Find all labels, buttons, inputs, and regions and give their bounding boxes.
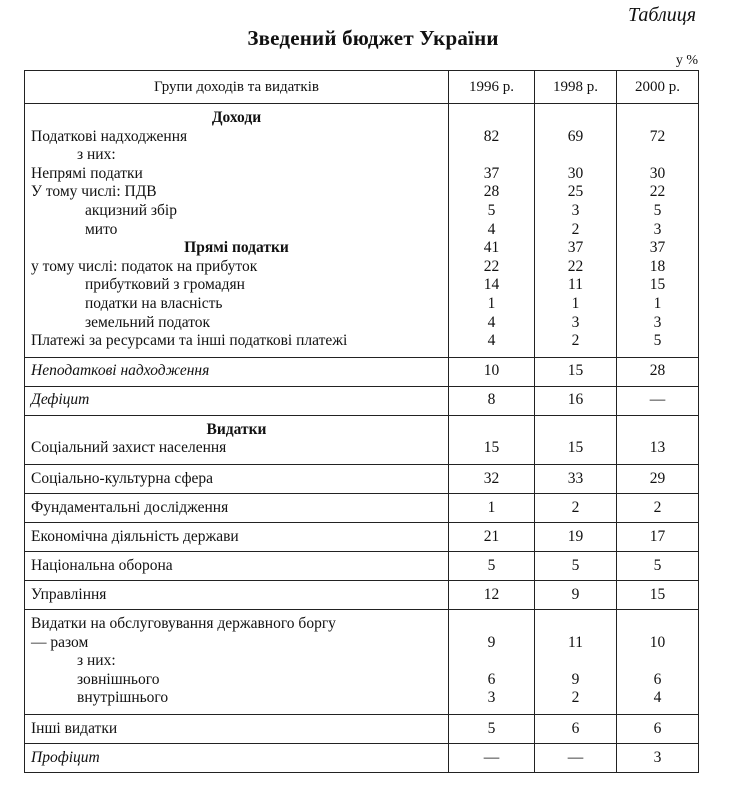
cell-1998: 11: [535, 634, 617, 653]
table-row: [25, 221, 699, 240]
cell-1996: 32: [449, 464, 535, 493]
cell-1996: 10: [449, 357, 535, 386]
col-header-2000: 2000 р.: [617, 71, 699, 104]
cell-2000: 15: [617, 276, 699, 295]
cell-2000: 17: [617, 522, 699, 551]
cell-1996: 6: [449, 671, 535, 690]
cell-1998: 37: [535, 239, 617, 258]
cell-1996: [449, 609, 535, 633]
table-row: [25, 295, 699, 314]
cell-2000: 30: [617, 165, 699, 184]
budget-table: [24, 70, 699, 773]
cell-1998: 5: [535, 551, 617, 580]
row-label: Податкові надходження: [25, 128, 449, 147]
cell-1998: 9: [535, 671, 617, 690]
row-label: — разом: [25, 634, 449, 653]
cell-1996: —: [449, 743, 535, 772]
cell-1996: 4: [449, 221, 535, 240]
cell-1996: 37: [449, 165, 535, 184]
cell-1996: 41: [449, 239, 535, 258]
cell-1998: 3: [535, 202, 617, 221]
cell-2000: 5: [617, 332, 699, 357]
cell-1998: 30: [535, 165, 617, 184]
table-row: [25, 357, 699, 386]
cell-1998: 1: [535, 295, 617, 314]
cell-1998: 16: [535, 386, 617, 415]
cell-2000: 37: [617, 239, 699, 258]
table-row: [25, 743, 699, 772]
cell-1996: 28: [449, 183, 535, 202]
table-row: [25, 609, 699, 633]
row-label: Платежі за ресурсами та інші податкові платежі: [25, 332, 449, 357]
cell-2000: 4: [617, 689, 699, 714]
cell-1998: —: [535, 743, 617, 772]
cell-1996: [449, 415, 535, 439]
table-row: [25, 128, 699, 147]
cell-1998: 15: [535, 439, 617, 464]
cell-2000: 10: [617, 634, 699, 653]
row-label: У тому числі: ПДВ: [25, 183, 449, 202]
cell-2000: 3: [617, 314, 699, 333]
table-row: [25, 493, 699, 522]
table-row: [25, 183, 699, 202]
cell-2000: 1: [617, 295, 699, 314]
cell-2000: 22: [617, 183, 699, 202]
cell-1998: [535, 609, 617, 633]
cell-1998: [535, 146, 617, 165]
row-label: з них:: [25, 146, 449, 165]
cell-1996: 4: [449, 332, 535, 357]
row-label: зовнішнього: [25, 671, 449, 690]
cell-1998: [535, 652, 617, 671]
cell-2000: 28: [617, 357, 699, 386]
row-label: Видатки на обслуговування державного боргу: [25, 609, 449, 633]
cell-2000: [617, 104, 699, 128]
col-header-1998: 1998 р.: [535, 71, 617, 104]
cell-2000: 72: [617, 128, 699, 147]
row-label: внутрішнього: [25, 689, 449, 714]
cell-1998: [535, 104, 617, 128]
row-label: Прямі податки: [25, 239, 449, 258]
cell-1998: 2: [535, 332, 617, 357]
row-label: Фундаментальні дослідження: [25, 493, 449, 522]
cell-2000: 5: [617, 551, 699, 580]
cell-1998: 15: [535, 357, 617, 386]
table-row: [25, 689, 699, 714]
row-label: акцизний збір: [25, 202, 449, 221]
cell-1998: 33: [535, 464, 617, 493]
cell-2000: —: [617, 386, 699, 415]
cell-1998: 2: [535, 689, 617, 714]
row-label: Управління: [25, 580, 449, 609]
cell-2000: [617, 609, 699, 633]
table-row: [25, 146, 699, 165]
cell-2000: 13: [617, 439, 699, 464]
table-row: [25, 165, 699, 184]
cell-2000: [617, 146, 699, 165]
table-row: [25, 714, 699, 743]
table-row: [25, 276, 699, 295]
table-row: [25, 464, 699, 493]
table-row: [25, 634, 699, 653]
cell-1996: 82: [449, 128, 535, 147]
row-label: Видатки: [25, 415, 449, 439]
table-row: [25, 652, 699, 671]
table-body: [25, 104, 699, 773]
cell-1998: 22: [535, 258, 617, 277]
cell-1998: 11: [535, 276, 617, 295]
cell-2000: 3: [617, 743, 699, 772]
cell-1996: 1: [449, 295, 535, 314]
cell-1998: 19: [535, 522, 617, 551]
cell-1996: [449, 146, 535, 165]
table-row: [25, 580, 699, 609]
units-note: у %: [675, 53, 698, 68]
cell-1996: 22: [449, 258, 535, 277]
table-row: [25, 439, 699, 464]
row-label: з них:: [25, 652, 449, 671]
cell-2000: 18: [617, 258, 699, 277]
cell-1996: [449, 652, 535, 671]
row-label: Економічна діяльність держави: [25, 522, 449, 551]
cell-1998: 6: [535, 714, 617, 743]
cell-1998: 2: [535, 493, 617, 522]
cell-2000: [617, 652, 699, 671]
row-label: Соціально-культурна сфера: [25, 464, 449, 493]
row-label: мито: [25, 221, 449, 240]
cell-1996: 1: [449, 493, 535, 522]
cell-1996: 21: [449, 522, 535, 551]
cell-1998: 3: [535, 314, 617, 333]
table-row: [25, 239, 699, 258]
row-label: земельний податок: [25, 314, 449, 333]
cell-1998: 25: [535, 183, 617, 202]
cell-2000: 29: [617, 464, 699, 493]
row-label: Національна оборона: [25, 551, 449, 580]
table-row: [25, 202, 699, 221]
cell-1996: 12: [449, 580, 535, 609]
col-header-group: Групи доходів та видатків: [25, 71, 449, 104]
cell-2000: 15: [617, 580, 699, 609]
table-row: [25, 671, 699, 690]
cell-2000: 5: [617, 202, 699, 221]
row-label: Доходи: [25, 104, 449, 128]
cell-1996: 15: [449, 439, 535, 464]
row-label: Неподаткові надходження: [25, 357, 449, 386]
table-title: Зведений бюджет України: [247, 26, 499, 50]
cell-2000: 3: [617, 221, 699, 240]
cell-1996: 5: [449, 714, 535, 743]
row-label: Непрямі податки: [25, 165, 449, 184]
cell-1998: 69: [535, 128, 617, 147]
row-label: Соціальний захист населення: [25, 439, 449, 464]
cell-1996: 5: [449, 551, 535, 580]
table-row: [25, 332, 699, 357]
cell-2000: 6: [617, 671, 699, 690]
cell-1996: 14: [449, 276, 535, 295]
table-row: [25, 522, 699, 551]
row-label: Профіцит: [25, 743, 449, 772]
row-label: у тому числі: податок на прибуток: [25, 258, 449, 277]
table-row: [25, 314, 699, 333]
table-caption-label: Таблиця: [628, 4, 696, 26]
cell-2000: 2: [617, 493, 699, 522]
cell-1996: 9: [449, 634, 535, 653]
cell-1998: [535, 415, 617, 439]
cell-1996: 3: [449, 689, 535, 714]
table-row: [25, 415, 699, 439]
row-label: податки на власність: [25, 295, 449, 314]
header-row: [25, 71, 699, 104]
cell-1996: 4: [449, 314, 535, 333]
col-header-1996: 1996 р.: [449, 71, 535, 104]
table-row: [25, 551, 699, 580]
cell-1998: 9: [535, 580, 617, 609]
row-label: прибутковий з громадян: [25, 276, 449, 295]
row-label: Дефіцит: [25, 386, 449, 415]
cell-1998: 2: [535, 221, 617, 240]
cell-2000: 6: [617, 714, 699, 743]
cell-2000: [617, 415, 699, 439]
table-row: [25, 386, 699, 415]
table-row: [25, 258, 699, 277]
table-row: [25, 104, 699, 128]
cell-1996: 8: [449, 386, 535, 415]
cell-1996: 5: [449, 202, 535, 221]
row-label: Інші видатки: [25, 714, 449, 743]
cell-1996: [449, 104, 535, 128]
